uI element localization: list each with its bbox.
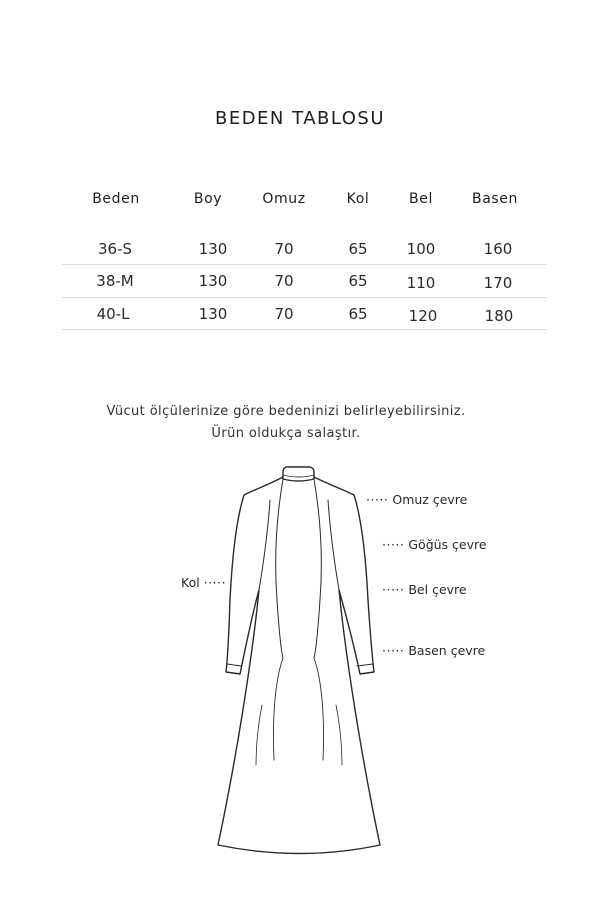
table-cell: 100 — [406, 240, 436, 258]
label-waist — [382, 582, 467, 597]
table-cell: 70 — [274, 240, 294, 258]
right-armhole-seam — [328, 500, 339, 590]
left-armhole-seam — [259, 500, 270, 590]
table-cell: 40-L — [96, 305, 130, 323]
leader-dots: ····· — [382, 582, 405, 597]
table-cell: 120 — [408, 307, 438, 325]
collar-outline — [283, 467, 314, 481]
right-cuff — [357, 664, 373, 666]
col-header-beden: Beden — [92, 191, 140, 207]
leader-dots: ····· — [382, 643, 405, 658]
label-chest — [382, 537, 487, 552]
skirt-fold — [256, 705, 262, 765]
label-sleeve-text: Kol — [181, 575, 200, 590]
note-line-2: Ürün oldukça salaştır. — [211, 426, 361, 441]
dress-body-outline — [218, 477, 380, 854]
table-cell: 36-S — [97, 240, 133, 258]
left-cuff — [227, 664, 241, 666]
label-hip — [382, 643, 485, 658]
label-chest-text: Göğüs çevre — [408, 537, 487, 552]
col-header-kol: Kol — [346, 191, 370, 207]
table-cell: 130 — [198, 240, 228, 258]
right-princess-seam — [314, 479, 321, 658]
label-shoulder — [366, 492, 467, 507]
table-cell: 160 — [483, 240, 513, 258]
leader-dots: ····· — [366, 492, 389, 507]
note-line-1: Vücut ölçülerinize göre bedeninizi belirleyebilirsiniz. — [106, 404, 466, 419]
table-cell: 170 — [483, 274, 513, 292]
table-cell: 180 — [484, 307, 514, 325]
table-cell: 70 — [274, 305, 294, 323]
skirt-fold — [314, 658, 324, 760]
left-princess-seam — [276, 479, 283, 658]
table-cell: 110 — [406, 274, 436, 292]
label-waist-text: Bel çevre — [408, 582, 467, 597]
collar-seam — [283, 475, 314, 477]
table-cell: 65 — [348, 305, 368, 323]
label-sleeve — [181, 575, 226, 590]
label-shoulder-text: Omuz çevre — [392, 492, 468, 507]
leader-dots: ····· — [203, 575, 227, 590]
table-cell: 70 — [274, 272, 294, 290]
table-cell: 38-M — [96, 272, 134, 290]
table-cell: 130 — [198, 305, 228, 323]
skirt-fold — [336, 705, 342, 765]
skirt-fold — [273, 658, 283, 760]
col-header-basen: Basen — [472, 191, 518, 207]
col-header-bel: Bel — [409, 191, 433, 207]
table-cell: 130 — [198, 272, 228, 290]
label-hip-text: Basen çevre — [408, 643, 486, 658]
leader-dots: ····· — [382, 537, 405, 552]
col-header-boy: Boy — [193, 191, 223, 207]
table-cell: 65 — [348, 272, 368, 290]
page-title: BEDEN TABLOSU — [214, 108, 386, 129]
table-cell: 65 — [348, 240, 368, 258]
col-header-omuz: Omuz — [262, 191, 306, 207]
